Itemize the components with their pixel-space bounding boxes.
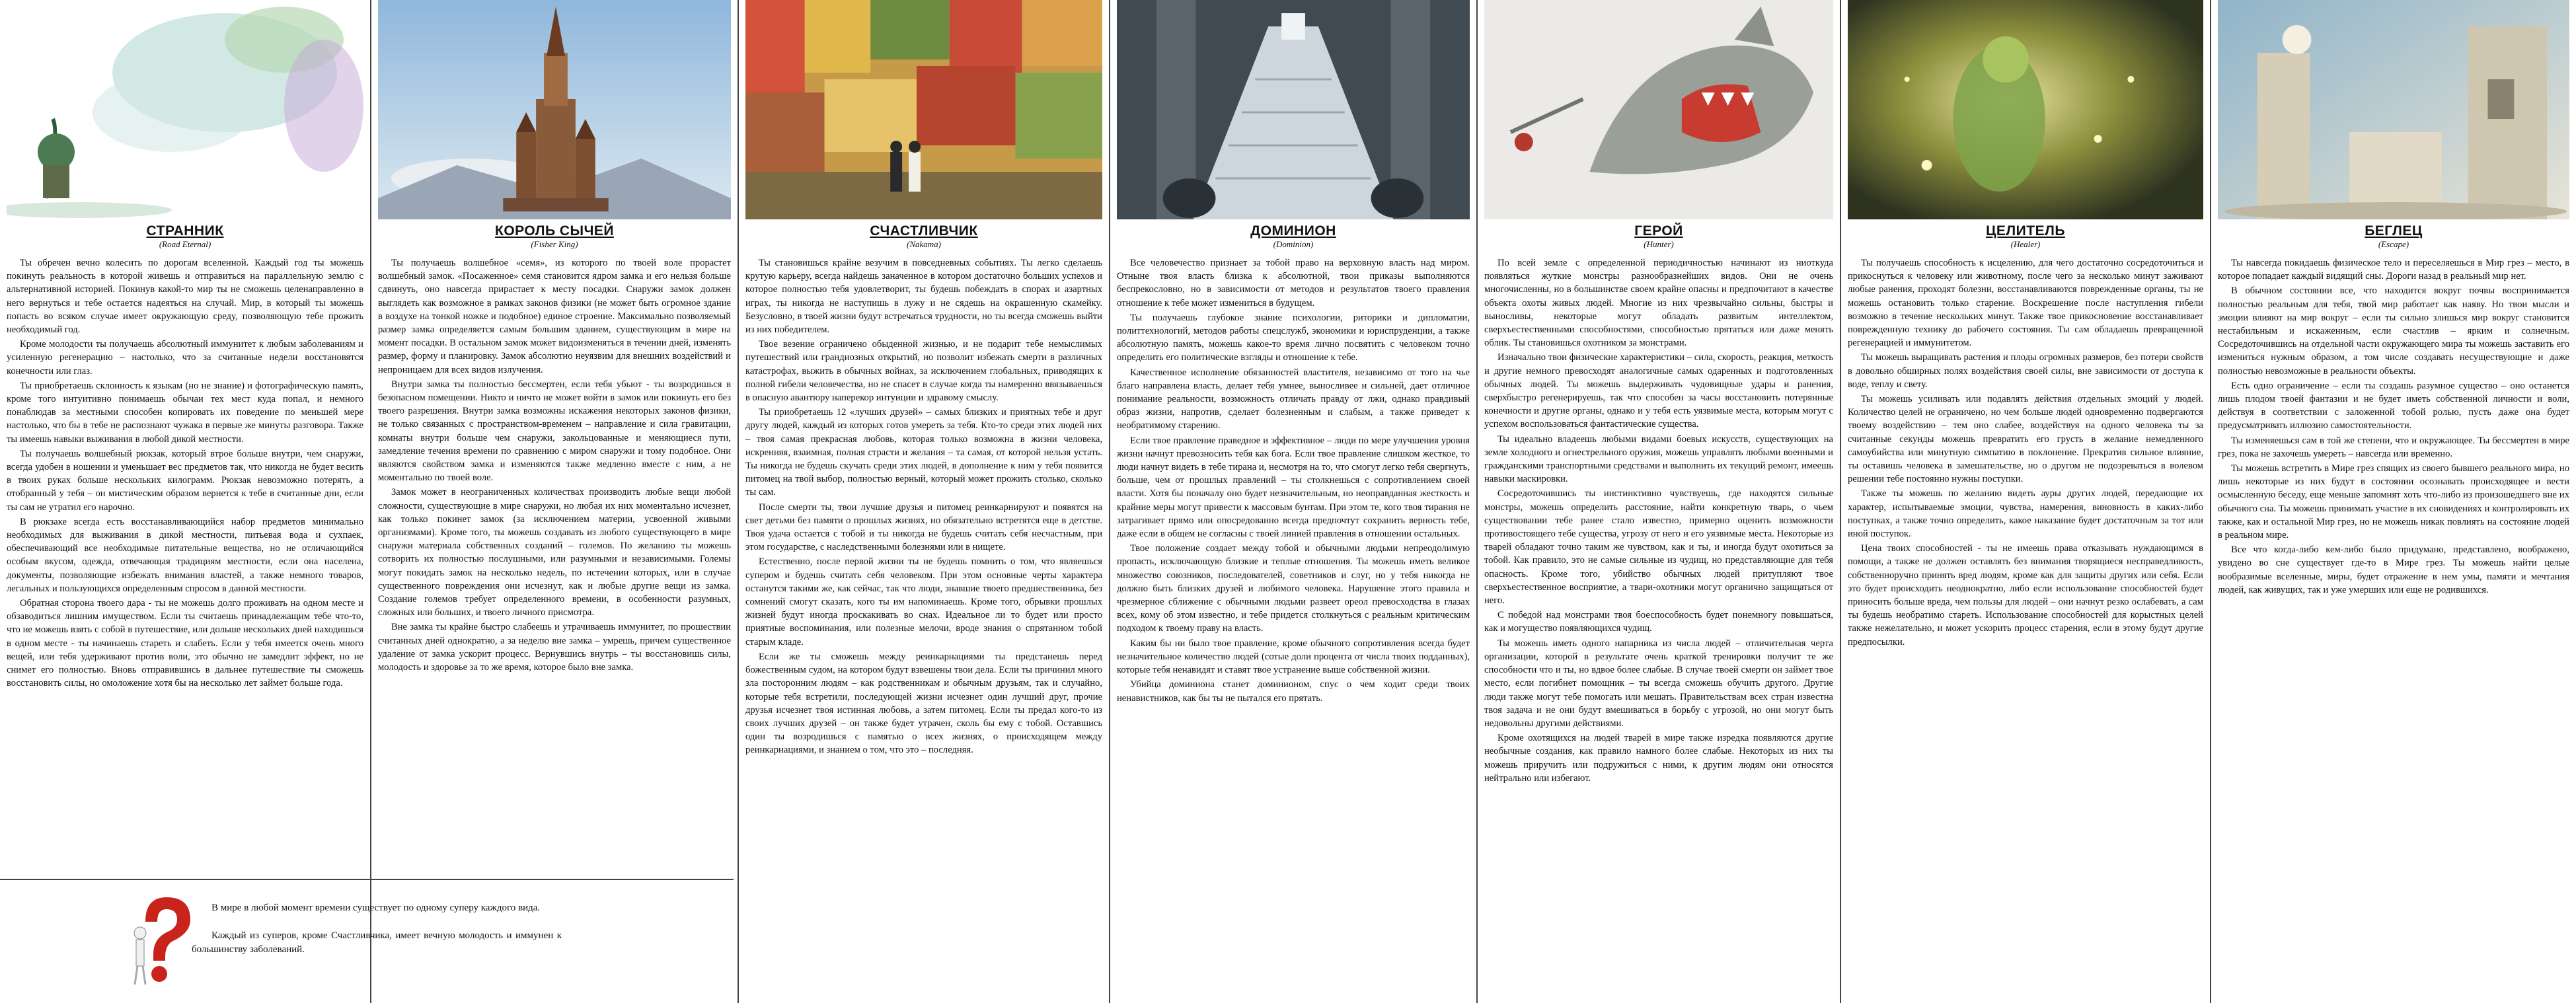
question-mark-figure-icon (126, 892, 198, 991)
castle-illustration (378, 0, 731, 219)
paragraph: Также ты можешь по желанию видеть ауры других людей, передающие их характер, испытываемые эмоции, чувства, намерения, виновность в каких-либо поступках, а также точно определить, какое наказание будет достаточным за тот или иной поступок. (1848, 488, 2203, 540)
escape-illustration (2218, 0, 2569, 219)
paragraph: Ты становишься крайне везучим в повседневных событиях. Ты легко сделаешь крутую карьеру, всегда найдешь заначенное в котором достаточно больших успехов и которое полностью тебя удовлетворит, ты будешь побеждать в спорах и азартных играх, ты никогда не наступишь в лужу и не сядешь на окрашенную скамейку. Безусловно, в твоей жизни будут встречаться трудности, но ты всегда сможешь выйти из них победителем. (745, 258, 1102, 336)
paragraph: Внутри замка ты полностью бессмертен, если тебя убьют - ты возродишься в безопасном помещении. Никто и ничто не может войти в замок или покинуть его без твоего разрешения. Внутри замка возможны искажения некоторых законов физики, не только связанных с пространством-временем – направление и сила гравитации, комнаты внутри больше чем снаружи, закольцованные и меняющиеся пути, замедление течения времени по сравнению с миром снаружи и тому подобное. Они являются свойством замка и изменяются также медленно вместе с ним, а не моментально по твоей воле. (378, 379, 731, 484)
column-hero (1476, 0, 1840, 1003)
paragraph: Ты можешь усиливать или подавлять действия отдельных эмоций у людей. Количество целей не ограничено, но чем больше людей одновременно подвергаются твоему воздействию – тем оно слабее, воздействуя на одного человека ты за считанные секунды можешь превратить его грусть в желание немедленного самоубийства или минутную симпатию в поклонение. Прекратив сильное влияние, ты оставишь человека в замешательстве, но о другом не подозреваться в волевом решении тебе постоянно нужны поступки. (1848, 394, 2203, 485)
paragraph: Ты получаешь глубокое знание психологии, риторики и дипломатии, политтехнологий, методов работы спецслужб, экономики и юриспруденции, а также абсолютную память, можешь какое-то время лично посвятить с человеком точно определить его политические взгляды и отношение к тебе. (1117, 312, 1470, 363)
column-dominion (1109, 0, 1476, 1003)
paragraph: Твое положение создает между тобой и обычными людьми непреодолимую пропасть, исключающую близкие и теплые отношения. Ты можешь иметь великое множество союзников, последователей, советников и слуг, но у тебя никогда не должно быть близких друзей и любимого человека. Нарушение этого правила и чрезмерное сближение с обычными людьми развеет ореол превосходства в глазах всех, кому об этом известно, и тебе придется столкнуться с реальным критическим подходом к твоему праву на власть. (1117, 543, 1470, 634)
paragraph: Кроме охотящихся на людей тварей в мире также изредка появляются другие необычные создания, как правило намного более слабые. Некоторых из них ты можешь приручить или подружиться с ними, к другим людям они относятся нейтрально или избегают. (1484, 733, 1833, 784)
section-title: ДОМИНИОН (1250, 223, 1336, 239)
paragraph: Если твое правление праведное и эффективное – люди по мере улучшения уровня жизни начнут превозносить тебя как бога. Если твое правление слишком жесткое, то люди начнут видеть в тебе тирана и, несмотря на то, что смогут легко тебя свергнуть, больше, чем от прошлых правлений – ты столкнешься с сопротивлением своей власти. Хотя бы поначалу оно будет незначительным, но неоправданная жесткость и крайние меры могут привести к массовым бунтам. При этом те, кого твоя тирания не затрагивает прямо или опосредованно всегда предпочтут сохранить верность тебе, даже если в общем не согласны с твоей линией правления в отношении остальных. (1117, 435, 1470, 540)
paragraph: После смерти ты, твои лучшие друзья и питомец реинкарнируют и появятся на свет детьми без памяти о прошлых жизнях, но обязательно встретятся еще в детстве. Твоя удача остается с тобой и ты никогда не будешь считать себя несчастным, при этом государстве, с наследственными болезнями или в нищете. (745, 502, 1102, 553)
paragraph: Качественное исполнение обязанностей властителя, независимо от того на чье благо направлена власть, делает тебя умнее, выносливее и сильней, дает отличное понимание реальности, возможность отличать правду от лжи, однако правдивый образ жизни, напротив, сделает болезненным и слабым, а также приведет к необратимому старению. (1117, 367, 1470, 431)
section-title: СТРАННИК (146, 223, 224, 239)
paragraph: Ты получаешь способность к исцелению, для чего достаточно сосредоточиться и прикоснуться к человеку или животному, после чего за несколько минут заживают любые ранения, проходят болезни, восстанавливаются поврежденные органы, ты не можешь остановить только старение. Воскрешение после наступления гибели возможно в течение нескольких минут. Также твое прикосновение восстанавливает поврежденную технику до рабочего состояния. Ты сам обладаешь превращенной регенерацией и иммунитетом. (1848, 258, 2203, 349)
paragraph: Ты приобретаешь 12 «лучших друзей» – самых близких и приятных тебе и друг другу людей, каждый из которых готов умереть за тебя. Кто-то среди этих людей них – твоя самая прекрасная любовь, которая только возможна в жизни человека, искренняя, взаимная, полная страсти и желания – та самая, от которой нельзя устать. Ты никогда не будешь скучать среди этих людей, в дополнение к ним у тебя появится питомец на твой выбор, полностью верный, который может прожить столько, сколько ты сам. (745, 407, 1102, 498)
paragraph: Есть одно ограничение – если ты создашь разумное существо – оно останется лишь плодом твоей фантазии и не будет иметь собственной личности и воли, действуя в соответствии с заложенной тобой ролью, пусть даже она будет предусматривать иллюзию самостоятельности. (2218, 380, 2569, 431)
paragraph: Естественно, после первой жизни ты не будешь помнить о том, что являешься супером и будешь считать себя человеком. При этом основные черты характера останутся такими же, как сейчас, так что люди, знавшие твоего предшественника, без сомнений смогут сказать, кого ты им напоминаешь. Кроме того, обрывки прошлых жизней будут иногда проскакивать во снах. Идеальное ли то будет или просто приятные воспоминания, или полезные мелочи, вроде знания о спрятанном тобой старым кладе. (745, 556, 1102, 648)
paragraph: Все человечество признает за тобой право на верховную власть над миром. Отныне твоя власть близка к абсолютной, твои приказы выполняются беспрекословно, но в зависимости от методов и результатов твоего правления отношение к тебе может измениться в будущем. (1117, 258, 1470, 309)
paragraph: Ты получаешь волшебный рюкзак, который втрое больше внутри, чем снаружи, всегда удобен в ношении и уменьшает вес предметов так, что никогда не будет весить в твоих руках больше нескольких килограмм. Рюкзак невозможно потерять, а отобранный у тебя – он мистическим образом вернется к тебе в считанные дни, если ты сам не утратил его нарочно. (7, 448, 363, 513)
section-title: ГЕРОЙ (1634, 223, 1683, 239)
section-subtitle: (Hunter) (1644, 239, 1674, 249)
section-subtitle: (Nakama) (907, 239, 941, 249)
section-subtitle: (Fisher King) (531, 239, 578, 249)
paragraph: Ты можешь иметь одного напарника из числа людей – отличительная черта организации, которой в результате очень краткой тренировки получит те же способности что и ты, но вдвое более слабые. В случае твоей смерти он займет твое место, если погибнет помощник – ты всегда сможешь обучить другого. Другие люди также могут тебе помогать или мешать. Правительствам всех стран известна твоя задача и не они будут вмешиваться в борьбу с угрозой, но они могут быть недовольны другими действиями. (1484, 638, 1833, 729)
column-wanderer (0, 0, 370, 1003)
paragraph: Ты обречен вечно колесить по дорогам вселенной. Каждый год ты можешь покинуть реальность в которой живешь и отправиться на параллельную землю с альтернативной историей. Покинув какой-то мир ты не сможешь целенаправленно в него вернуться и тебе остается надеяться на случай. Мир, в который ты можешь попасть во всяком случае имеет окружающую среду, позволяющую тебе прожить необходимый год. (7, 258, 363, 336)
paragraph: Ты навсегда покидаешь физическое тело и переселяешься в Мир грез – место, в которое попадает каждый видящий сны. Дороги назад в реальный мир нет. (2218, 258, 2569, 282)
section-subtitle: (Dominion) (1273, 239, 1314, 249)
section-title: КОРОЛЬ СЫЧЕЙ (495, 223, 614, 239)
dragon-illustration (1484, 0, 1833, 219)
footer-note-text: В мире в любой момент времени существует по одному суперу каждого вида. (211, 903, 541, 913)
lucky-illustration (745, 0, 1102, 219)
paragraph: С победой над монстрами твоя боеспособность будет понемногу повышаться, как и могущество появляющихся чудищ. (1484, 610, 1833, 634)
paragraph: Ты можешь встретить в Мире грез спящих из своего бывшего реального мира, но лишь некоторые из них будут в состоянии осознавать происходящее и вести осмысленную беседу, еще меньше запомнят хоть что-либо из произошедшего вне их обычного сна. Ты можешь принимать участие в их сновидениях и контролировать их также, как и остальной Мир грез, но не можешь никак повлиять на состояние людей в реальном мире. (2218, 463, 2569, 541)
column-healer (1840, 0, 2210, 1003)
paragraph: Каким бы ни было твое правление, кроме обычного сопротивления всегда будет незначительное количество людей (сотые доли процента от числа твоих подданных), которые тебя ненавидят и ставят твое устранение выше собственной жизни. (1117, 638, 1470, 676)
paragraph: Если же ты сможешь между реинкарнациями ты предстанешь перед божественным судом, на котором будут взвешены твои дела. Если ты причинил много зла посторонним людям – как родственникам и обычным друзьям, так и случайно, которые тебя встретили, последующей жизни исчезнет один лучший друг, прочие друзья исчезнет твоя истинная любовь, а затем питомец. Если ты предал кого-то из своих лучших друзей – он также будет утрачен, сколь бы ему с тобой. Оставшись один ты возродишься с памятью о всех жизнях, о происходящем между реинкарнациями, и знанием о том, что это – последняя. (745, 651, 1102, 756)
paragraph: Ты получаешь волшебное «семя», из которого по твоей воле прорастет волшебный замок. «Посаженное» семя становится ядром замка и его нельзя больше сдвинуть, оно навсегда прирастает к месту посадки. Снаружи замок должен выглядеть как возможное в рамках законов физики (не может быть огромное здание в воздухе на тонкой ножке и подобное) единое строение. Максимально позволяемый размер замка определяется самым большим зданием, существующим в мире на момент посадки. В остальном замок может видоизменяться в течении дней, изменять размер, форму и планировку. Замок абсолютно неуязвим для внешних воздействий и непроницаем для всех видов излучения. (378, 258, 731, 375)
paragraph: Ты приобретаешь склонность к языкам (но не знание) и фотографическую память, кроме того интуитивно понимаешь обычаи тех мест куда попал, и немного понаблюдав за местными способен копировать их поведение по меньшей мере настолько, что бы в тебе не распознают чужака в первые же минуты разговора. Также ты имеешь навыки выживания в любой дикой местности. (7, 380, 363, 445)
paragraph: Твое везение ограничено обыденной жизнью, и не подарит тебе немыслимых путешествий или грандиозных открытий, но позволит избежать смерти в различных катастрофах, выжить в обычных войнах, за исключением глобальных, приводящих к полной гибели человечества, но не спасет в случае когда ты намеренно ввязываешься в опасную авантюру наперекор интуиции и здравому смыслу. (745, 339, 1102, 404)
footer-note-panel (0, 879, 734, 1003)
paragraph: Ты можешь выращивать растения и плоды огромных размеров, без потери свойств в довольно обширных полях воздействия своей силы, вне зависимости от доступа к воде, теплу и свету. (1848, 352, 2203, 390)
paragraph: Ты идеально владеешь любыми видами боевых искусств, существующих на земле холодного и огнестрельного оружия, можешь управлять любыми военными и гражданскими транспортными средствами и выполнить их текущий ремонт, имеешь навыки маскировки. (1484, 433, 1833, 485)
paragraph: Цена твоих способностей - ты не имеешь права отказывать нуждающимся в помощи, а также не должен оставлять без внимания творящиеся несправедливость, собственноручно принять вред людям, кроме как для защиты других или себя. Если это будет происходить неоднократно, либо если использование способностей будет приносить больше вреда, чем пользы для людей – они начнут резко ослабевать, а сам ты будешь необратимо стареть. Использование способностей для корыстных целей также нежелательно, и может ускорить процесс старения, если в этому будут другие предпосылки. (1848, 543, 2203, 648)
paragraph: Убийца доминиона станет доминионом, спус о чем ходит среди твоих ненавистников, как бы ты не пытался его прятать. (1117, 679, 1470, 704)
section-subtitle: (Escape) (2378, 239, 2409, 249)
column-lucky (738, 0, 1109, 1003)
healer-illustration (1848, 0, 2203, 219)
paragraph: Все что когда-либо кем-либо было придумано, представлено, воображено, увидено во сне существует где-то в Мире грез. Ты можешь найти целые вообразимые вселенные, миры, будет отражение в нем умы, памяти и мечтания людей, как живущих, так и уже умерших или еще не родившихся. (2218, 544, 2569, 595)
section-subtitle: (Road Eternal) (159, 239, 211, 249)
section-title: ЦЕЛИТЕЛЬ (1986, 223, 2065, 239)
paragraph: Кроме молодости ты получаешь абсолютный иммунитет к любым заболеваниям и усиленную регенерацию – настолько, что за считанные недели восстановятся конечности или глаз. (7, 339, 363, 377)
paragraph: По всей земле с определенной периодичностью начинают из ниоткуда появляться жуткие монстры разнообразнейших видов. Они не очень многочисленны, но в большинстве своем крайне опасны и предпочитают в качестве объекта охоты живых людей. Многие из них чрезвычайно сильны, быстры и выносливы, некоторые могут обладать развитым интеллектом, сверхъестественными способностями, способностью прятаться или даже менять облик. Ты становишься охотником за монстрами. (1484, 258, 1833, 349)
paragraph: Изначально твои физические характеристики – сила, скорость, реакция, меткость и другие немного превосходят аналогичные самых одаренных и подготовленных обычных людей. Ты можешь выдерживать чудовищные удары и ранения, сверхбыстро регенерируешь, так что способен за часы восстановить потерянные конечности и другие органы, однако и у тебя есть уязвимые места, которым могут с успехом воспользоваться фантастические существа. (1484, 352, 1833, 430)
column-fisher-king (370, 0, 738, 1003)
paragraph: Ты изменяешься сам в той же степени, что и окружающее. Ты бессмертен в мире грез, пока не захочешь умереть – навсегда или временно. (2218, 435, 2569, 459)
paragraph: Обратная сторона твоего дара - ты не можешь долго проживать на одном месте и обзаводиться лишним имуществом. Если ты считаешь принадлежащим тебе что-то, что не можешь взять с собой в путешествие, или дольше нескольких дней находишься в одном месте - ты начинаешь стареть и слабеть. Если у тебя имеется очень много вещей, или тебя удерживают против воли, это обычно не замедлит эффект, но не снимет его полностью. Вновь отправившись в дальнее путешествие ты сможешь восстановить силы, но омоложение хотя бы на несколько лет займет больше года. (7, 598, 363, 689)
paragraph: Замок может в неограниченных количествах производить любые вещи любой сложности, существующие в мире снаружи, но любая их них моментально исчезнет, как только покинет замок (за исключением материи, усвоенной живыми организмами). Кроме того, ты можешь создавать из любого существующего в мире снаружи материала собственных созданий – големов. По желанию ты можешь сотворить их полностью послушными, или разумными и независимыми. Големы могут покидать замок на несколько недель, по истечении которых, или в случае существенного повреждения они исчезнут, как и любые другие вещи из замка. Создание големов требует определенного времени, в особенности разумных, сложных или больших, и твоего личного присмотра. (378, 487, 731, 618)
paragraph: В обычном состоянии все, что находится вокруг почвы воспринимается полностью реальным для тебя, твой мир работает как наяву. Но твои мысли и эмоции влияют на мир вокруг – если ты сильно злишься мир вокруг становится нестабильным и искаженным, если счастлив – ярким и солнечным. Сосредоточившись на отдельной части окружающего мира ты можешь заставить его измениться нужным образом, а том числе создавать несуществующие и даже полностью невозможные в реальности объекты. (2218, 285, 2569, 377)
paragraph: Сосредоточившись ты инстинктивно чувствуешь, где находятся сильные монстры, можешь определить расстояние, найти конкретную тварь, о чьем существовании тебе ранее стало известно, примерно оценить возможности противостоящего тебе существа, угрозу от него и его уязвимые места. Некоторые из тварей обладают точно таким же чувством, как и ты, и иногда будут охотиться за тобой. Как правило, это не самые сильные из чудищ, но представляющие для тебя опасность. Кроме того, убийство обычных людей притупляют твое сверхъестественное восприятие, а твари-охотники могут органично защищаться от него. (1484, 488, 1833, 607)
footer-note-text: Каждый из суперов, кроме Счастливчика, имеет вечную молодость и иммунен к большинству заболеваний. (192, 930, 562, 955)
throne-illustration (1117, 0, 1470, 219)
section-title: БЕГЛЕЦ (2365, 223, 2423, 239)
paragraph: Вне замка ты крайне быстро слабеешь и утрачиваешь иммунитет, по прошествии считанных дней однократно, а за неделю вне замка – умрешь, причем существенное удаление от замка ускорит процесс. Вернувшись внутрь – ты восстановишь силы, молодость и здоровье за то же время, которое было вне замка. (378, 622, 731, 673)
section-subtitle: (Healer) (2010, 239, 2041, 249)
paragraph: В рюкзаке всегда есть восстанавливающийся набор предметов минимально необходимых для выживания в дикой местности, питьевая вода и сухпаек, обеспечивающий все необходимые питательные вещества, но не отличающийся особым вкусом, одежда, отвечающая традициям местности, если она населена, документы, позволяющие избежать внимания властей, а также немного товаров, легальных и пользующихся определенным спросом в данной местности. (7, 516, 363, 594)
section-title: СЧАСТЛИВЧИК (870, 223, 978, 239)
column-escape (2210, 0, 2576, 1003)
wanderer-illustration (7, 0, 363, 219)
